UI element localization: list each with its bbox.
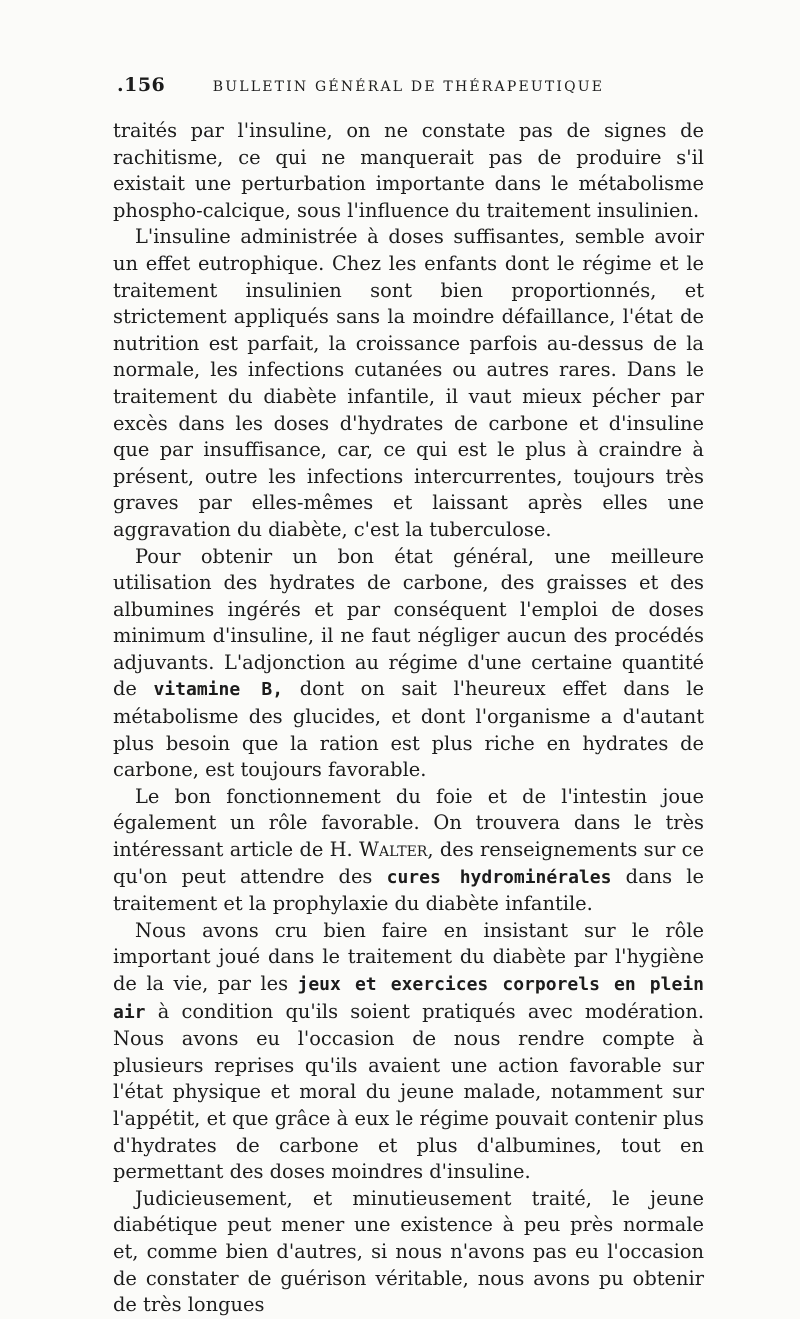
page-number: .156 bbox=[117, 74, 166, 96]
running-header bbox=[113, 74, 704, 108]
paragraph-3-emphasis: vitamine B, bbox=[153, 679, 284, 701]
paragraph-5 bbox=[113, 918, 704, 1186]
paragraph-4-emphasis: cures hydrominérales bbox=[386, 866, 612, 888]
paragraph-4 bbox=[113, 784, 704, 918]
running-title: BULLETIN GÉNÉRAL DE THÉRAPEUTIQUE bbox=[212, 79, 605, 95]
paragraph-5-text-after: à condition qu'ils soient pratiqués avec modération. Nous avons eu l'occasion de nous rendre compte à plusieurs reprises qu'ils avaient une action favorable sur l'état physique et moral du jeune malade, notamment sur l'appétit, et que grâce à eux le régime pouvait contenir plus d'hydrates de carbone et plus d'albumines, tout en permettant des doses moindres d'insuline. bbox=[113, 999, 704, 1184]
paragraph-3-text-before: Pour obtenir un bon état général, une meilleure utilisation des hydrates de carbone, des graisses et des albumines ingérés et par conséquent l'emploi de doses minimum d'insuline, il ne faut négliger aucun des procédés adjuvants. L'adjonction au régime d'une certaine quantité de bbox=[113, 544, 704, 701]
paragraph-3-text-after: dont on sait l'heureux effet dans le métabolisme des glucides, et dont l'organisme a d'autant plus besoin que la ration est plus riche en hydrates de carbone, est toujours favorable. bbox=[113, 677, 704, 782]
paragraph-4-text-before: Le bon fonctionnement du foie et de l'intestin joue également un rôle favorable. On trouvera dans le très intéressant article de H. bbox=[113, 784, 704, 862]
paragraph-3 bbox=[113, 544, 704, 784]
paragraph-4-text-after: dans le traitement et la prophylaxie du diabète infantile. bbox=[113, 864, 704, 916]
body-text bbox=[113, 118, 704, 1319]
paragraph-6: Judicieusement, et minutieusement traité, le jeune diabétique peut mener une existence à peu près normale et, comme bien d'autres, si nous n'avons pas eu l'occasion de constater de guérison véritable, nous avons pu obtenir de très longues bbox=[113, 1186, 704, 1317]
paragraph-5-text-before: Nous avons cru bien faire en insistant sur le rôle important joué dans le traitement du diabète par l'hygiène de la vie, par les bbox=[113, 918, 704, 995]
paragraph-2: L'insuline administrée à doses suffisantes, semble avoir un effet eutrophique. Chez les enfants dont le régime et le traitement insulinien sont bien proportionnés, et strictement appliqués sans la moindre défaillance, l'état de nutrition est parfait, la croissance parfois au-dessus de la normale, les infections cutanées ou autres rares. Dans le traitement du diabète infantile, il vaut mieux pécher par excès dans les doses d'hydrates de carbone et d'insuline que par insuffisance, car, ce qui est le plus à craindre à présent, outre les infections intercurrentes, toujours très graves par elles-mêmes et laissant après elles une aggravation du diabète, c'est la tuberculose. bbox=[113, 225, 704, 541]
paragraph-4-author: Walter bbox=[359, 838, 428, 862]
paragraph-5-emphasis: jeux et exercices corporels en plein air bbox=[113, 974, 704, 1023]
paragraph-4-text-middle: , des renseignements sur ce qu'on peut attendre des bbox=[113, 838, 704, 888]
paragraph-1: traités par l'insuline, on ne constate pas de signes de rachitisme, ce qui ne manquerait pas de produire s'il existait une perturbation importante dans le métabolisme phospho-calcique, sous l'influence du traitement insulinien. bbox=[113, 119, 704, 222]
